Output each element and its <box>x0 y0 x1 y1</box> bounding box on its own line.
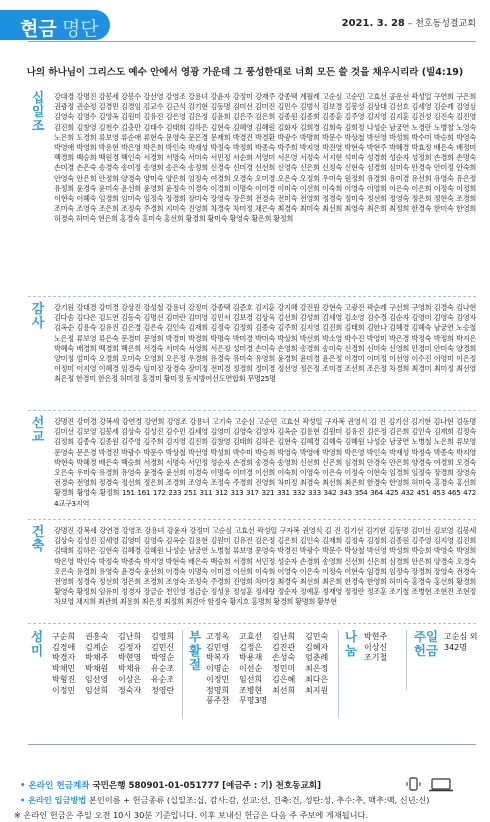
name-item: 최지원 <box>305 685 329 695</box>
seongmi-col4 <box>151 632 174 696</box>
section-divider <box>28 519 476 520</box>
laptop-icon <box>429 779 453 791</box>
church-name: 천호동성결교회 <box>415 19 476 29</box>
name-item: 김난희 <box>272 632 296 641</box>
section-divider <box>28 623 476 624</box>
sharing-names <box>364 632 387 664</box>
name-item: 고정옥 <box>206 632 230 641</box>
name-item: 박현영 <box>118 653 142 663</box>
name-item: 이정민 <box>206 674 230 684</box>
name-item: 김정자 <box>118 642 142 652</box>
name-item: 이상신 <box>364 642 388 652</box>
name-item: 박용재 <box>239 653 263 663</box>
name-item: 342명 <box>444 642 467 652</box>
name-item: 김경애 <box>52 642 76 652</box>
device-icons-svg <box>406 776 460 792</box>
building-names: 강명진 강복세 강연경 강영조 강용녀 강윤자 강정미 고순심 고효선 곽성일 구자복 권영식 김 진 김기선 김기현 김동명 김미선 김보영 김봉세 김상숙 김성진 김세영 김영미 김영숙 김옥순 김용현 김원미 김유진 김은정 김은희 김인숙 김재희 김정숙 김정희 김종원 김주영 김지영 김진희 김태희 김하은 김현숙 김혜경 김혜원 나성순 남궁연 노병철 류보영 문영숙 박경진 박광수 박문수 박상철 박선영 박성희 박승희 박영숙 박영희 박은영 박인숙 박정숙 박종숙 박지영 박현숙 배은숙 백승희 서경희 서민정 성순자 손경희 송영희 신선희 신은희 심경희 안은희 양경숙 오경숙 오은숙 유경희 유영숙 윤경숙 윤선희 이경숙 이명숙 이미경 이선희 이숙희 이영숙 이은숙 이정숙 이현숙 임경희 임정숙 장경희 장영숙 전경숙 전영희 정경숙 정선희 정은희 조경희 조영숙 조정숙 주경희 진영희 차미정 최경숙 최선희 최은희 한경숙 한영희 허미숙 홍경숙 홍선희 황경희 황영숙 황정희 임유미 정경자 장금순 천인영 정금순 정성용 정성훈 정세랑 정순자 정예훈 정재영 정정란 정조훈 조기철 조병현 조현진 조현정 차보영 채지희 최관희 최용희 최은정 최정희 최진아 함정숙 황지호 홍명희 황경희 황명희 황부현 <box>54 526 476 607</box>
name-item: 이정민 <box>52 685 76 695</box>
column-divider <box>406 630 407 690</box>
name-item: 김민신 <box>151 642 175 652</box>
name-item: 권흥숙 <box>85 632 109 641</box>
tithe-section <box>0 92 490 292</box>
name-item: 최은정 <box>305 664 329 674</box>
name-item: 박경자 <box>52 653 76 663</box>
name-item: 손성숙 <box>272 653 296 663</box>
name-item: 김민숙 <box>305 632 329 641</box>
name-item: 임선희 <box>239 674 263 684</box>
easter-col4 <box>305 632 328 696</box>
column-divider <box>182 630 183 718</box>
name-item: 정명희 <box>206 685 230 695</box>
device-icons <box>406 776 460 792</box>
name-item: 김은혜 <box>272 674 296 684</box>
name-item: 최선희 <box>272 685 296 695</box>
seongmi-section <box>30 630 180 720</box>
name-item: 고순심 외 <box>444 632 478 641</box>
account-number: 국민은행 580901-01-051777 <box>92 781 220 791</box>
easter-label: 부활절 <box>188 629 202 672</box>
bulletin-date: 2021. 3. 28 <box>341 18 405 29</box>
page-title-part2: 명단 <box>62 18 99 40</box>
sunday-offering-label: 주일헌금 <box>413 629 439 658</box>
title-banner <box>0 10 110 40</box>
name-item: 정숙자 <box>118 685 142 695</box>
method-text: 본인이름 + 헌금종류 (십일조:십, 감사:감, 선교:선, 건축:건, 성탄:성, 추수:추, 맥추:맥, 신년:신) <box>88 795 430 805</box>
seongmi-col2 <box>85 632 108 696</box>
thanks-names: 강기원 강대경 강미경 강상진 강성철 강용녀 강정미 강종택 김준호 김지훈 강지혜 강진원 강현숙 고광진 곽순례 구선희 구영희 김경숙 김나현 김다솜 김다은 김도연 김동숙 김명선 김미란 김미영 김민서 김보경 김상욱 김선희 김성희 김세영 김소영 김수경 김순자 김영미 김영숙 김영자 김옥순 김용숙 김유진 김은경 김은숙 김인숙 김재희 김정숙 김정희 김종숙 김주희 김지영 김진희 김태희 김한나 김혜경 김혜숙 남궁연 노승철 노은정 류보영 류은숙 문경미 문영희 박경미 박경희 박명숙 박미경 박미숙 박상희 박선희 박소영 박수진 박영미 박은경 박정숙 박정희 박지은 박혜숙 배경희 백경희 백은희 서경숙 서미숙 서영희 서은정 성미경 손미숙 손영희 송경희 송미숙 신경희 신미숙 신영희 안경미 안미숙 양경희 양미정 엄미숙 오경희 오미숙 오영희 오은정 우경희 유경숙 유미숙 유영희 윤경희 윤미경 윤은정 이경미 이미정 이선영 이수진 이영미 이은정 이정미 이지영 이혜경 임경숙 임미정 장경숙 장미정 전미경 정경희 정미경 정선영 정은정 조미경 조선희 조은정 차경희 최경미 최미정 최선영 최은정 한경미 한은정 허미정 홍경미 황미정 동지방여선도연합회 무명25명 <box>54 303 476 384</box>
seongmi-col1 <box>52 632 75 696</box>
name-item: 유순조 <box>151 664 175 674</box>
name-item: 정영란 <box>151 685 175 695</box>
name-item: 김혜자 <box>305 642 329 652</box>
name-item: 김진관 <box>272 642 296 652</box>
name-item: 박형진 <box>52 674 76 684</box>
name-item: 이명순 <box>206 664 230 674</box>
sharing-section <box>344 630 404 690</box>
building-label: 건축 <box>31 525 45 554</box>
easter-col2 <box>239 632 267 707</box>
account-info <box>20 779 321 791</box>
name-item: 김영희 <box>151 632 175 641</box>
name-item: 김정은 <box>239 642 263 652</box>
name-item: 박채원 <box>85 664 109 674</box>
page-title-part1: 현금 <box>20 18 57 40</box>
name-item: 박채유 <box>118 664 142 674</box>
name-item: 최다은 <box>305 674 329 684</box>
easter-col3 <box>272 632 295 696</box>
account-holder: [예금주 : 기) 천호동교회] <box>222 781 322 791</box>
name-item: 조기철 <box>364 653 388 663</box>
name-item: 조병현 <box>239 685 263 695</box>
header-separator: – <box>404 19 416 29</box>
bible-verse: 나의 하나님이 그리스도 예수 안에서 영광 가운데 그 풍성한대로 너희 모든 쓸 것을 채우시리라 (빌4:19) <box>26 67 464 78</box>
name-item: 김계순 <box>85 642 109 652</box>
name-item: 고효선 <box>239 632 263 641</box>
name-item: 임선희 <box>85 685 109 695</box>
tithe-names: 강대경 강명진 강봉세 강봉수 강선영 강영조 강용녀 강윤자 강정미 강재주 강종택 계월례 고순심 고순민 고효선 공운선 곽성일 구연희 구은희 권광정 권순정 김경민 김경임 김교수 김근석 김기현 김동명 김미선 김미진 김민수 김범식 김보경 김봉성 김상대 김선호 김세영 김순례 김영심 김영숙 김영수 김영옥 김원미 김유진 김은영 김은정 김윤희 김은주 김은희 김종원 김종희 김종훈 김주영 김지영 김지훈 김진성 김진숙 김진영 김진희 김창영 김천수 김충만 김태수 김태희 김하은 김현숙 김혜영 김혜원 김화자 김희경 김희숙 김희정 나성순 남궁연 노경란 노병철 노영숙 노은희 도경희 류보영 류순애 류현숙 문영숙 문은경 문재희 박경진 박경환 박광수 박명희 박문수 박상철 박선영 박성희 박수미 박승희 박영숙 박영애 박영희 박용현 박은영 박은희 박인숙 박재성 박정숙 박정희 박종숙 박주희 박지영 박진영 박현숙 박현주 박혜경 박효정 배은숙 배정미 백경희 백승희 백원경 백인숙 서경희 서명숙 서미숙 서민정 서순희 서영미 서은영 서정숙 서지현 석미숙 성경희 성순자 성정희 손경희 손명숙 손미경 손은숙 송경숙 송미정 송영희 송은숙 송정희 신경숙 신미경 신선희 신영숙 신은희 신정숙 신현숙 심경희 심미숙 안경숙 안미정 안숙희 안영숙 안은희 안정희 양경숙 양미숙 양은희 엄정숙 여경희 오경숙 오미경 오은숙 오정희 우미숙 원정희 유경희 유미경 유선희 유영숙 유은정 유정희 윤경숙 윤미숙 윤선희 윤영희 윤정숙 이경숙 이경희 이명숙 이미경 이미숙 이선희 이숙희 이영숙 이영희 이은숙 이은희 이정숙 이정희 이현숙 이혜숙 임경희 임미숙 임정숙 장경희 장미숙 장영숙 장은희 전경숙 전미숙 전영희 정경숙 정미숙 정선희 정영숙 정은희 정현숙 조경희 조미숙 조영숙 조은희 조정숙 주경희 지미숙 진영희 차경숙 차미정 채은숙 최경숙 최미숙 최선희 최영숙 최은희 최정희 한경숙 한미숙 한영희 허경숙 허미숙 현은희 홍경숙 홍미숙 홍선희 황경희 황미숙 황영숙 황은희 황정희 <box>54 92 476 224</box>
method-label: • 온라인 입금방법 <box>20 795 87 805</box>
name-item: 무명3명 <box>239 696 268 706</box>
section-divider <box>28 410 476 411</box>
building-section <box>0 526 490 616</box>
name-item: 김민영 <box>206 642 230 652</box>
name-item: 구순희 <box>52 632 76 641</box>
sunday-offering-names <box>444 632 477 653</box>
header-meta <box>342 16 476 29</box>
phone-icon <box>407 778 420 790</box>
name-item: 박현주 <box>364 632 388 641</box>
name-item: 이선순 <box>239 664 263 674</box>
footer-divider <box>28 744 476 745</box>
account-label: • 온라인 헌금계좌 <box>20 781 90 791</box>
seongmi-col3 <box>118 632 141 696</box>
name-item: 풍주찬 <box>206 696 230 706</box>
sharing-label: 나눔 <box>344 629 358 658</box>
name-item: 박채민 <box>52 664 76 674</box>
deposit-method <box>20 795 429 806</box>
name-item: 엄춘례 <box>305 653 329 663</box>
tithe-label: 십일조 <box>31 91 45 134</box>
easter-section <box>188 630 336 720</box>
header-divider <box>28 41 476 42</box>
easter-col1 <box>206 632 229 707</box>
name-item: 유순조 <box>151 674 175 684</box>
name-item: 이상은 <box>118 674 142 684</box>
name-item: 박복자 <box>206 653 230 663</box>
section-divider <box>28 296 476 297</box>
name-item: 정민미 <box>272 664 296 674</box>
mission-label: 선교 <box>31 416 45 445</box>
seongmi-label: 성미 <box>30 629 44 658</box>
mission-names: 강명진 강미경 강복세 강연경 강연희 강영조 강용녀 고기숙 고순심 고순민 고효선 곽성일 구자복 권영식 김 진 김기선 김기현 김나현 김동명 김미선 김보영 김봉세 김상숙 김성진 김수민 김세영 김영미 김영숙 김영자 김옥순 김용현 김원미 김유진 김은정 김은희 김인숙 김재희 김정숙 김정희 김종숙 김종원 김주영 김주희 김지영 김진희 김창영 김태희 김하은 김현숙 김혜경 김혜숙 김혜원 나성순 남궁연 노병철 노은희 류보영 문영숙 문은경 박경진 박광수 박문수 박상철 박선영 박성희 박수미 박승희 박영숙 박영애 박영희 박은영 박인숙 박재성 박정숙 박종숙 박지영 박현숙 박혜경 배은숙 백승희 서경희 서명숙 서민정 성순자 손경희 송경숙 송영희 신선희 신은희 심경희 안경숙 안은희 양경숙 여경희 오경숙 오은숙 우미숙 유경희 유영숙 윤경숙 윤선희 이경숙 이명숙 이미경 이선희 이숙희 이영숙 이은숙 이정숙 이현숙 임경희 임정숙 장경희 장영숙 전경숙 전영희 정경숙 정선희 정은희 조경희 조영숙 조정숙 주경희 진영희 차미정 최경숙 최선희 최은희 한경숙 한영희 허미숙 홍경숙 홍선희 황경희 황영숙 황정희 151 161 172 233 251 311 312 313 317 321 331 332 333 342 343 354 364 425 432 451 453 465 472 4교구3지역 <box>54 417 476 508</box>
name-item: 박채주 <box>85 653 109 663</box>
sunday-offering-section <box>412 630 482 670</box>
thanks-label: 감사 <box>31 302 45 331</box>
mission-section <box>0 417 490 527</box>
name-item: 김난희 <box>118 632 142 641</box>
column-divider <box>338 630 339 718</box>
footer-note: ※ 온라인 헌금은 주일 오전 10시 30분 기준입니다. 이후 보내신 헌금은 다음 주 주보에 게재됩니다. <box>14 810 369 820</box>
name-item: 임선영 <box>85 674 109 684</box>
name-item: 박영순 <box>151 653 175 663</box>
